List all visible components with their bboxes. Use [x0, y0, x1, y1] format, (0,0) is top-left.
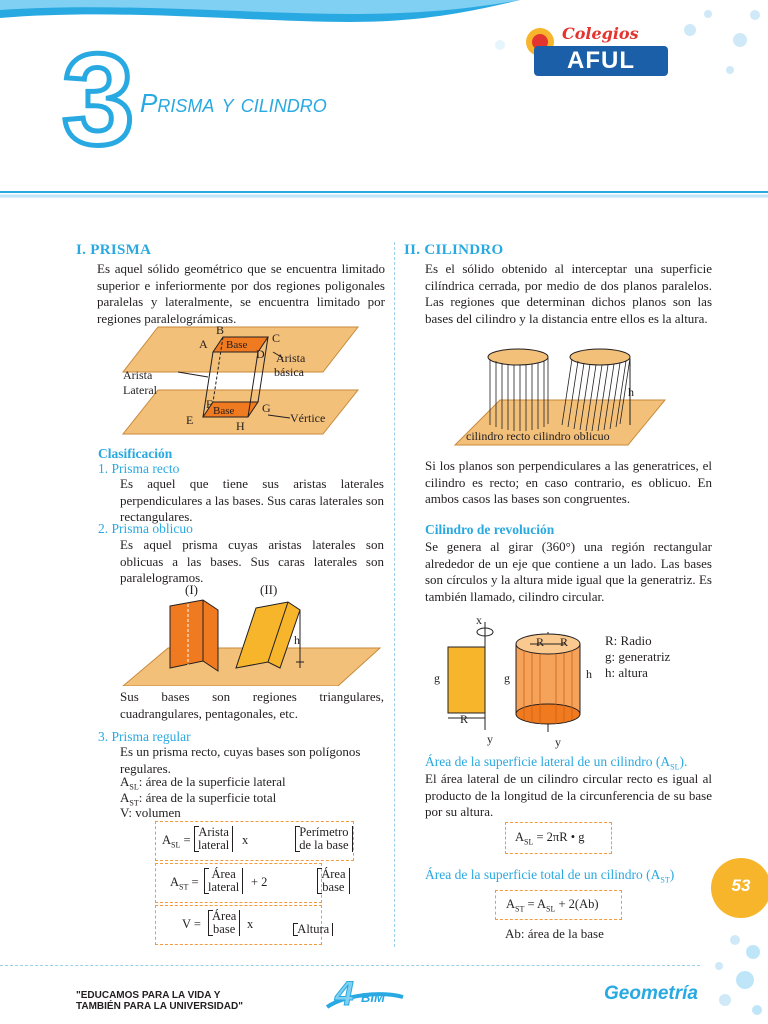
area-lateral-title: Área de la superficie lateral de un cilindro (A [425, 754, 671, 769]
label-vertice: Vértice [290, 411, 326, 425]
chapter-number: 3 [62, 26, 135, 172]
chapter-title: Prisma y cilindro [140, 88, 327, 118]
f3-lhs: V = [182, 917, 201, 931]
f1-bracket-1 [194, 826, 233, 852]
label-H: H [236, 419, 245, 433]
bimester-badge [325, 977, 405, 1017]
formula-asl-prism [155, 821, 354, 861]
def-ast-sub: ST [129, 798, 139, 808]
subject-name: Geometría [604, 983, 698, 1004]
page-badge-decoration [705, 840, 768, 1024]
formula-ast-cylinder [495, 890, 622, 920]
footer-motto-1: "EDUCAMOS PARA LA VIDA Y [76, 990, 221, 1001]
f2-lhs: A [170, 875, 180, 889]
footer-motto-2: TAMBIÉN PARA LA UNIVERSIDAD" [76, 1001, 243, 1012]
f1-lhs: A [162, 833, 172, 847]
label-D: D [256, 347, 265, 361]
formula-asl-cylinder [505, 822, 612, 854]
prism-types-diagram [118, 596, 388, 686]
def-v: V: volumen [120, 805, 181, 820]
f4-rhs: = 2πR • g [533, 830, 585, 844]
fig3-caption: cilindro recto cilindro oblicuo [466, 429, 610, 443]
label-A: A [199, 337, 208, 351]
item2-text: Es aquel prisma cuyas aristas laterales son oblicuas a las bases. Sus caras laterales son paralelogramos. [120, 537, 384, 585]
fig4-y2: y [555, 735, 561, 749]
formula-ast-prism [155, 863, 346, 903]
fig4-g1: g [434, 671, 440, 685]
f2-b2-l1: Área [321, 867, 346, 881]
item1-title: 1. Prisma recto [98, 461, 180, 476]
item2-title: 2. Prisma oblicuo [98, 521, 193, 536]
area-total-title: Área de la superficie total de un cilindro (A [425, 867, 661, 882]
item3-title: 3. Prisma regular [98, 729, 191, 744]
revolution-diagram [430, 612, 600, 747]
bimester-number: 4 [335, 975, 354, 1013]
f2-op: + 2 [251, 875, 268, 889]
f2-b1-l1: Área [211, 867, 236, 881]
item3-text: Es un prisma recto, cuyas bases son polígonos regulares. [120, 744, 361, 776]
f4-lhs: A [515, 830, 525, 844]
label-base-top: Base [226, 339, 248, 351]
def-asl-main: A [120, 774, 130, 789]
f3-bracket-1 [208, 910, 240, 936]
fig4-x: x [476, 613, 482, 627]
fig4-g2: g [504, 671, 510, 685]
area-lateral-sub: SL [670, 762, 680, 772]
fig4-y1: y [487, 732, 493, 746]
cilindro-definition: Es el sólido obtenido al interceptar una superficie cilíndrica cerrada, por medio de dos planos paralelos. Las regiones que determinan dichos planos son las bases del cilindro y la distancia entre ellos es la altura. [425, 261, 712, 326]
f5-mid-sub: SL [546, 904, 556, 914]
bases-text: Sus bases son regiones triangulares, cuadrangulares, pentagonales, etc. [120, 689, 384, 721]
f3-b1-l2: base [213, 922, 236, 936]
fig2-label-I: (I) [185, 582, 198, 597]
def-asl-text: : área de la superficie lateral [138, 774, 286, 789]
fig4-R2: R [536, 635, 545, 649]
prisma-definition: Es aquel sólido geométrico que se encuentra limitado superior e inferiormente por dos regiones poligonales paralelas y lateralmente, se encuentra limitado por regiones paralelográmicas. [97, 261, 385, 326]
area-lateral-close: ). [679, 754, 688, 769]
area-total-close: ) [669, 867, 675, 882]
ab-text: Ab: área de la base [505, 926, 604, 941]
label-arista-lateral-2: Lateral [123, 383, 157, 397]
label-C: C [272, 331, 281, 345]
bimester-text: BIM [361, 990, 385, 1005]
f5-rhs: + 2(Ab) [555, 897, 599, 911]
f3-b1-l1: Área [212, 909, 237, 923]
f2-bracket-2 [317, 868, 349, 894]
label-E: E [186, 413, 194, 427]
formula-volume-prism [155, 905, 330, 945]
legend-g: g: generatriz [605, 649, 671, 664]
f1-b2-l1: Perímetro [299, 825, 349, 839]
label-arista-lateral-1: Arista [123, 368, 153, 382]
f5-lhs-sub: ST [515, 904, 525, 914]
logo-top-text: Colegios [562, 24, 639, 43]
f1-bracket-2 [295, 826, 352, 852]
f4-lhs-sub: SL [524, 837, 534, 847]
area-lateral-text: El área lateral de un cilindro circular recto es igual al producto de la longitud de la circunferencia de su base por su altura. [425, 771, 712, 819]
area-lateral-heading [425, 754, 687, 772]
fig2-h: h [294, 633, 300, 647]
prisma-heading: I. PRISMA [76, 242, 152, 258]
prism-diagram [118, 322, 388, 442]
def-ast-text: : área de la superficie total [138, 790, 277, 805]
f5-mid: = A [524, 897, 547, 911]
fig3-h: h [628, 385, 634, 399]
label-arista-basica-1: Arista [276, 351, 306, 365]
f3-bracket-2 [293, 923, 333, 936]
label-B: B [216, 323, 225, 337]
school-logo [520, 22, 680, 82]
f1-op: x [242, 833, 249, 847]
logo-main-text: AFUL [534, 46, 668, 76]
f1-lhs-sub: SL [171, 840, 181, 850]
revolucion-heading: Cilindro de revolución [425, 522, 555, 537]
label-F: F [206, 397, 213, 411]
footer-rule [0, 965, 700, 966]
area-total-sub: ST [660, 875, 670, 885]
fig4-R3: R [560, 635, 569, 649]
f1-b1-l1: Arista [198, 825, 229, 839]
def-ast-main: A [120, 790, 130, 805]
legend-R: R: Radio [605, 633, 652, 648]
f2-eq: = [188, 875, 199, 889]
item1-text: Es aquel que tiene sus aristas laterales perpendiculares a las bases. Sus caras laterales son rectangulares. [120, 476, 384, 524]
clasificacion-heading: Clasificación [98, 446, 173, 461]
f2-b2-l2: base [322, 880, 345, 894]
label-G: G [262, 401, 271, 415]
page-number: 53 [731, 876, 751, 895]
f5-lhs: A [506, 897, 516, 911]
fig2-label-II: (II) [260, 582, 278, 597]
fig4-R1: R [460, 712, 469, 726]
f3-b2: Altura [297, 921, 330, 936]
column-divider [394, 242, 395, 947]
f1-b2-l2: de la base [299, 838, 349, 852]
planos-text: Si los planos son perpendiculares a las generatrices, el cilindro es recto; en caso contrario, es oblicuo. En ambos casos las bases son congruentes. [425, 458, 712, 506]
label-base-bottom: Base [213, 405, 235, 417]
area-total-heading [425, 867, 674, 885]
legend-h: h: altura [605, 665, 648, 680]
def-asl-sub: SL [129, 782, 139, 792]
fig4-h: h [586, 667, 592, 681]
f2-b1-l2: lateral [208, 880, 240, 894]
f2-lhs-sub: ST [179, 882, 189, 892]
f2-bracket-1 [204, 868, 243, 894]
cilindro-heading: II. CILINDRO [404, 242, 504, 258]
label-arista-basica-2: básica [274, 365, 304, 379]
f1-b1-l2: lateral [198, 838, 230, 852]
f3-op: x [247, 917, 254, 931]
revolucion-text: Se genera al girar (360°) una región rectangular alrededor de un eje que contiene a un lado. Las bases son círculos y la altura mide igual que la generatriz. Es también llamado, cilindro circular. [425, 539, 712, 604]
f1-eq: = [180, 833, 191, 847]
